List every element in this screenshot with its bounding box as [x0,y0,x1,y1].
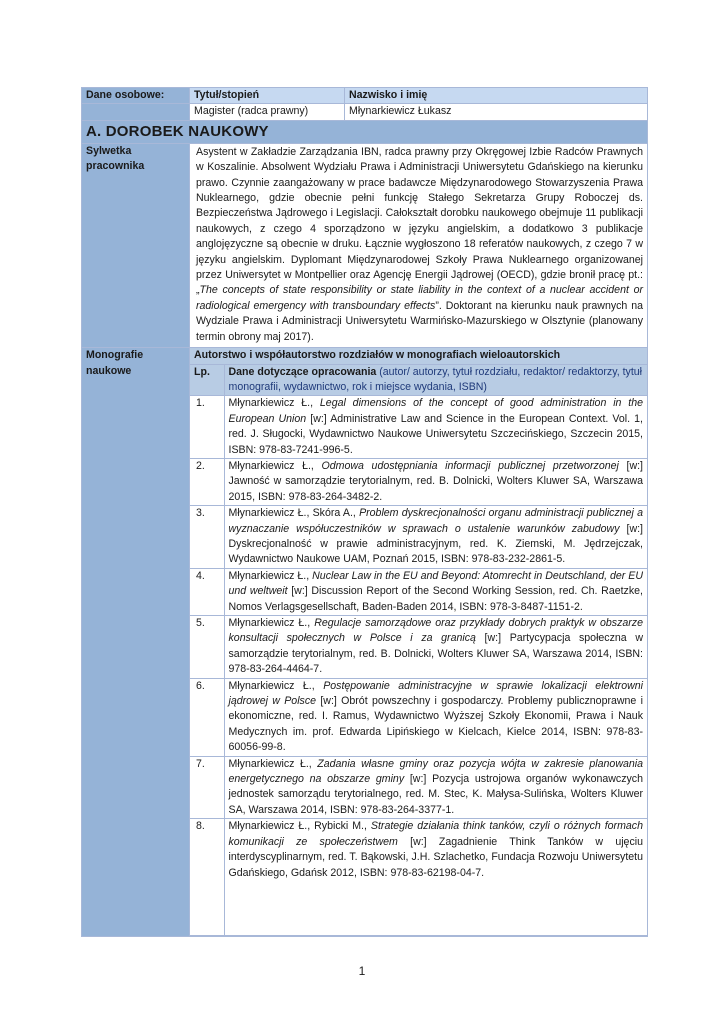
publication-description [224,506,647,569]
publication-row [190,678,647,756]
publication-authors: Młynarkiewicz Ł., [228,617,315,629]
name-value: Młynarkiewicz Łukasz [345,104,648,120]
publication-title: Problem dyskrecjonalności organu administracji publicznej a wyznaczanie współuczestników w sprawach o ustalenie warunków zabudowy [228,507,643,535]
column-description-bold: Dane dotyczące opracowania [228,365,377,378]
publication-details: [w:] Discussion Report of the Second Working Session, red. Ch. Raetzke, Nomos Verlagsgesellschaft, Baden-Baden 2014, ISBN: 978-3-8487-1151-2. [228,585,643,613]
cv-table [81,87,648,937]
monographs-label: Monografie naukowe [82,348,190,937]
column-description-header [224,364,647,396]
publication-authors: Młynarkiewicz Ł., Rybicki M., [228,820,371,833]
personal-data-label: Dane osobowe: [82,88,190,104]
cv-document [81,87,647,937]
profile-label: Sylwetka pracownika [82,143,190,347]
publication-authors: Młynarkiewicz Ł., [228,679,324,692]
publication-number: 4. [190,568,224,615]
section-heading: A. DOROBEK NAUKOWY [82,120,648,143]
publication-details: [w:] Pozycja ustrojowa organów wykonawczych jednostek samorządu terytorialnego, red. M. Stec, K. Małysa-Sulińska, Wolters Kluwer SA, Warszawa 2014, ISBN: 978-83-264-3377-1. [228,773,643,816]
publication-title: Regulacje samorządowe oraz przykłady dobrych praktyk w obszarze konsultacji społecznych w Polsce i za granicą [228,617,643,645]
publication-row [190,756,647,819]
publication-row [190,458,647,505]
publication-row [190,506,647,569]
publication-details: [w:] Administrative Law and Science in the European Context. Vol. 1, red. J. Sługocki, Wydawnictwo Naukowe Uniwersytetu Szczecińskiego, Szczecin 2015, ISBN: 978-83-7241-996-5. [228,412,643,456]
monographs-subheading: Autorstwo i współautorstwo rozdziałów w monografiach wieloautorskich [190,348,647,364]
title-value: Magister (radca prawny) [190,104,345,120]
publication-details: [w:] Partycypacja społeczna w samorządzie terytorialnym, red. B. Dolnicki, Wolters Kluwer SA, Warszawa 2014, ISBN: 978-83-264-4464-7. [228,632,643,676]
publication-authors: Młynarkiewicz Ł., [228,569,313,582]
publication-description [224,458,647,505]
publication-details: [w:] Jawność w samorządzie terytorialnym, red. B. Dolnicki, Wolters Kluwer SA, Warszawa 2015, ISBN: 978-83-264-3482-2. [228,459,644,503]
publication-details: [w:] Obrót powszechny i gospodarczy. Problemy publicznoprawne i ekonomiczne, red. I. Ramus, Wydawnictwo Wyższej Szkoły Ekonomii, Prawa i Nauk Medycznych im. prof. Edwarda Lipińskiego w Kielcach, Kielce 2014, ISBN: 978-83-60056-99-8. [228,695,643,754]
publication-list [190,396,647,936]
profile-text-part2: ”. Doktorant na kierunku nauk prawnych na Wydziale Prawa i Administracji Uniwersytetu Warmińsko-Mazurskiego w Olsztynie (planowany termin obrony maj 2017). [196,299,643,343]
publication-title: Zadania własne gminy oraz pozycja wójta w zakresie planowania energetycznego na obszarze gminy [228,757,644,786]
publication-number: 8. [190,819,224,936]
publication-number: 3. [190,506,224,569]
publication-authors: Młynarkiewicz Ł., Skóra A., [228,507,360,520]
publication-authors: Młynarkiewicz Ł., [228,459,322,472]
publication-title: Legal dimensions of the concept of good administration in the European Union [228,397,644,425]
publication-authors: Młynarkiewicz Ł., [228,397,320,410]
publication-number: 6. [190,678,224,756]
publication-number: 1. [190,396,224,459]
publication-title: Nuclear Law in the EU and Beyond: Atomrecht in Deutschland, der EU und weltweit [228,569,644,598]
publication-number: 7. [190,756,224,819]
publication-title: Postępowanie administracyjne w sprawie lokalizacji elektrowni jądrowej w Polsce [228,679,643,708]
profile-thesis-title: The concepts of state responsibility or state liability in the context of a nuclear accident or radiological emergency with transboundary effects [196,284,643,312]
publication-description [224,756,647,819]
profile-text [190,143,648,347]
publication-number: 5. [190,616,224,679]
publication-row [190,568,647,615]
title-header: Tytuł/stopień [190,88,345,104]
publication-details: [w:] Zagadnienie Think Tanków w ujęciu interdyscyplinarnym, red. T. Bąkowski, J.H. Szlachetko, Fundacja Rozwoju Uniwersytetu Gdańskiego, Gdańsk 2012, ISBN: 978-83-62198-04-7. [228,835,643,879]
name-header: Nazwisko i imię [345,88,648,104]
publication-details: [w:] Dyskrecjonalność w prawie administracyjnym, red. K. Ziemski, M. Jędrzejczak, Wydawnictwo Naukowe UAM, Poznań 2015, ISBN: 978-83-232-2861-5. [228,522,643,566]
publication-description [224,616,647,679]
column-lp-header: Lp. [190,364,224,396]
publication-description [224,819,647,936]
publication-title: Strategie działania think tanków, czyli o różnych formach komunikacji ze społeczeństwem [228,820,643,848]
monographs-table [190,348,647,936]
publication-row [190,616,647,679]
page-number: 1 [358,964,366,978]
publication-description [224,678,647,756]
profile-text-part1: Asystent w Zakładzie Zarządzania IBN, radca prawny przy Okręgowej Izbie Radców Prawnych w Koszalinie. Absolwent Wydziału Prawa i Administracji Uniwersytetu Gdańskiego na kierunku prawo. Czynnie zaangażowany w prace badawcze Międzynarodowego Stowarzyszenia Prawa Nuklearnego, gdzie obecnie pełni funkcję Stałego Sekretarza Grupy Roboczej ds. Bezpieczeństwa Jądrowego i Legislacji. Całokształt dorobku naukowego obejmuje 11 publikacji naukowych, z czego 4 sporządzono w języku angielskim, a dodatkowo 3 publikacje anglojęzyczne są obecnie w druku. Łącznie wygłoszono 18 referatów naukowych, z czego 7 w języku angielskim. Dyplomant Międzynarodowej Szkoły Prawa Nuklearnego organizowanej przez Uniwersytet w Montpellier oraz Agencję Energii Jądrowej (OECD), gdzie bronił pracę pt.: „ [196,145,643,297]
publication-number: 2. [190,458,224,505]
publication-title: Odmowa udostępniania informacji publicznej przetworzonej [321,459,619,472]
publication-row [190,396,647,459]
publication-authors: Młynarkiewicz Ł., [228,757,318,770]
publication-description [224,396,647,459]
publication-row [190,819,647,936]
monographs-cell [190,348,648,937]
column-description-rest: (autor/ autorzy, tytuł rozdziału, redaktor/ redaktorzy, tytuł monografii, wydawnictwo, rok i miejsce wydania, ISBN) [228,365,643,393]
publication-description [224,568,647,615]
personal-data-label-cell [82,104,190,120]
